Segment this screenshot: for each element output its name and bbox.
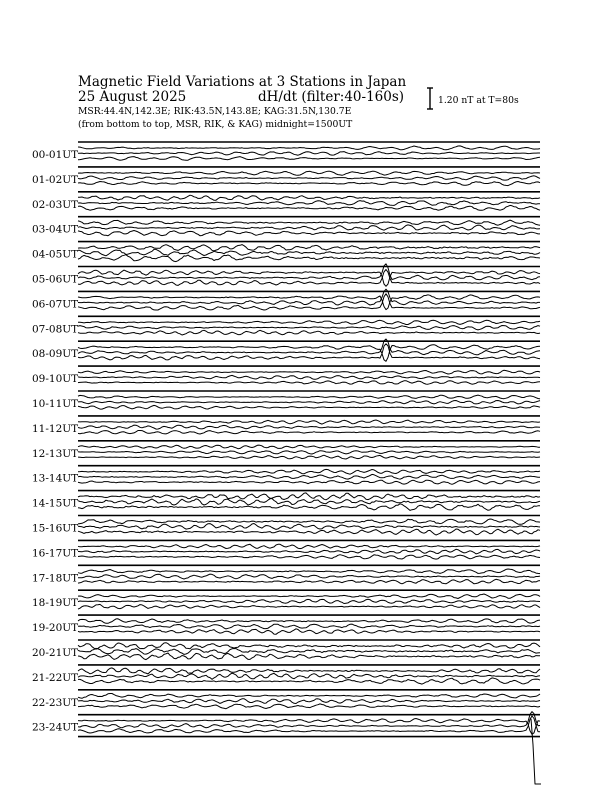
trace-MSR xyxy=(78,220,540,225)
panel-02-03UT xyxy=(32,192,540,211)
hour-label: 21-22UT xyxy=(32,671,79,684)
trace-KAG xyxy=(78,629,540,635)
trace-KAG xyxy=(78,555,540,559)
panel-15-16UT xyxy=(32,516,540,536)
scale-bar-label: 1.20 nT at T=80s xyxy=(438,95,519,106)
trace-KAG xyxy=(78,678,540,684)
hour-label: 04-05UT xyxy=(32,248,79,261)
trace-RIK xyxy=(78,648,540,654)
trace-RIK xyxy=(78,152,540,156)
trace-MSR xyxy=(78,469,540,474)
panel-04-05UT xyxy=(32,242,540,262)
trace-MSR xyxy=(78,420,540,424)
panel-10-11UT xyxy=(32,391,540,410)
trace-RIK xyxy=(78,499,540,506)
hour-label: 17-18UT xyxy=(32,572,79,585)
panel-08-09UT xyxy=(32,339,540,361)
hour-label: 08-09UT xyxy=(32,348,79,361)
trace-KAG xyxy=(78,255,540,262)
chart-title: Magnetic Field Variations at 3 Stations in Japan xyxy=(78,74,407,90)
panel-13-14UT xyxy=(32,466,540,485)
trace-RIK xyxy=(78,451,540,454)
trace-RIK xyxy=(78,249,540,255)
trace-KAG xyxy=(78,480,540,484)
panel-11-12UT xyxy=(32,416,540,435)
trace-MSR xyxy=(78,619,540,624)
trace-MSR xyxy=(78,668,540,674)
hour-label: 06-07UT xyxy=(32,298,79,311)
trace-KAG xyxy=(78,381,540,385)
trace-RIK xyxy=(78,549,540,554)
trace-RIK xyxy=(78,474,540,479)
end-spike xyxy=(531,719,541,784)
hour-label: 23-24UT xyxy=(32,721,79,734)
trace-RIK xyxy=(78,699,540,704)
trace-KAG xyxy=(78,579,540,584)
trace-KAG xyxy=(78,529,540,535)
hour-label: 07-08UT xyxy=(32,323,79,336)
trace-KAG xyxy=(78,604,540,609)
scale-bar xyxy=(427,88,433,109)
trace-MSR xyxy=(78,195,540,200)
panel-09-10UT xyxy=(32,366,540,385)
trace-MSR xyxy=(78,370,540,374)
trace-KAG xyxy=(78,431,540,435)
panel-07-08UT xyxy=(32,316,540,335)
trace-RIK xyxy=(78,201,540,206)
hour-label: 18-19UT xyxy=(32,597,79,610)
trace-RIK xyxy=(78,225,540,230)
trace-MSR xyxy=(78,395,540,399)
panel-17-18UT xyxy=(32,565,540,584)
trace-RIK xyxy=(78,401,540,404)
panel-12-13UT xyxy=(32,441,540,460)
panel-22-23UT xyxy=(32,690,540,709)
trace-RIK xyxy=(78,624,540,629)
panel-19-20UT xyxy=(32,615,540,634)
trace-MSR xyxy=(78,146,540,150)
hour-label: 10-11UT xyxy=(32,398,79,410)
trace-MSR xyxy=(78,594,540,599)
trace-KAG xyxy=(78,231,540,236)
trace-MSR xyxy=(78,493,540,500)
panel-14-15UT xyxy=(32,491,540,511)
hour-label: 05-06UT xyxy=(32,273,79,286)
trace-MSR xyxy=(78,643,540,650)
trace-RIK xyxy=(78,524,540,530)
panel-23-24UT xyxy=(32,712,540,735)
panel-00-01UT xyxy=(32,142,540,161)
trace-KAG xyxy=(78,704,540,709)
panel-06-07UT xyxy=(32,289,540,310)
trace-KAG xyxy=(78,294,540,310)
trace-RIK xyxy=(78,425,540,429)
hour-label: 16-17UT xyxy=(32,547,79,560)
trace-KAG xyxy=(78,330,540,335)
panel-05-06UT xyxy=(32,264,540,287)
trace-KAG xyxy=(78,716,540,733)
trace-KAG xyxy=(78,504,540,511)
panel-18-19UT xyxy=(32,590,540,609)
trace-RIK xyxy=(78,326,540,330)
station-order-note: (from bottom to top, MSR, RIK, & KAG) midnight=1500UT xyxy=(78,119,353,130)
trace-MSR xyxy=(78,694,540,699)
hourly-panels xyxy=(32,142,541,784)
trace-MSR xyxy=(78,519,540,524)
panel-21-22UT xyxy=(32,665,540,684)
trace-MSR xyxy=(78,320,540,324)
hour-label: 01-02UT xyxy=(32,173,79,186)
hour-label: 11-12UT xyxy=(32,422,79,435)
hour-label: 19-20UT xyxy=(32,622,79,635)
hour-label: 12-13UT xyxy=(32,447,79,460)
trace-KAG xyxy=(78,182,540,186)
trace-RIK xyxy=(78,599,540,603)
trace-MSR xyxy=(78,544,540,548)
hour-label: 22-23UT xyxy=(32,696,79,709)
trace-MSR xyxy=(78,569,540,574)
station-coordinates: MSR:44.4N,142.3E; RIK:43.5N,143.8E; KAG:31.5N,130.7E xyxy=(78,106,352,117)
trace-KAG xyxy=(78,455,540,459)
hour-label: 14-15UT xyxy=(32,497,79,510)
hour-label: 15-16UT xyxy=(32,522,79,535)
trace-RIK xyxy=(78,574,540,579)
trace-MSR xyxy=(78,171,540,175)
panel-01-02UT xyxy=(32,167,540,186)
chart-date: 25 August 2025 xyxy=(78,89,187,105)
trace-KAG xyxy=(78,205,540,210)
hour-label: 02-03UT xyxy=(32,198,79,211)
trace-MSR xyxy=(78,445,540,449)
panel-16-17UT xyxy=(32,540,540,559)
hour-label: 00-01UT xyxy=(32,149,79,161)
panel-20-21UT xyxy=(32,640,540,660)
hour-label: 20-21UT xyxy=(32,647,79,659)
trace-KAG xyxy=(78,157,540,161)
hour-label: 09-10UT xyxy=(32,373,79,386)
hour-label: 13-14UT xyxy=(32,472,79,485)
hour-label: 03-04UT xyxy=(32,223,79,236)
trace-MSR xyxy=(78,270,540,286)
trace-RIK xyxy=(78,176,540,180)
trace-MSR xyxy=(78,245,540,251)
trace-RIK xyxy=(78,375,540,379)
trace-KAG xyxy=(78,405,540,409)
panel-03-04UT xyxy=(32,217,540,236)
chart-quantity: dH/dt (filter:40-160s) xyxy=(258,89,405,105)
